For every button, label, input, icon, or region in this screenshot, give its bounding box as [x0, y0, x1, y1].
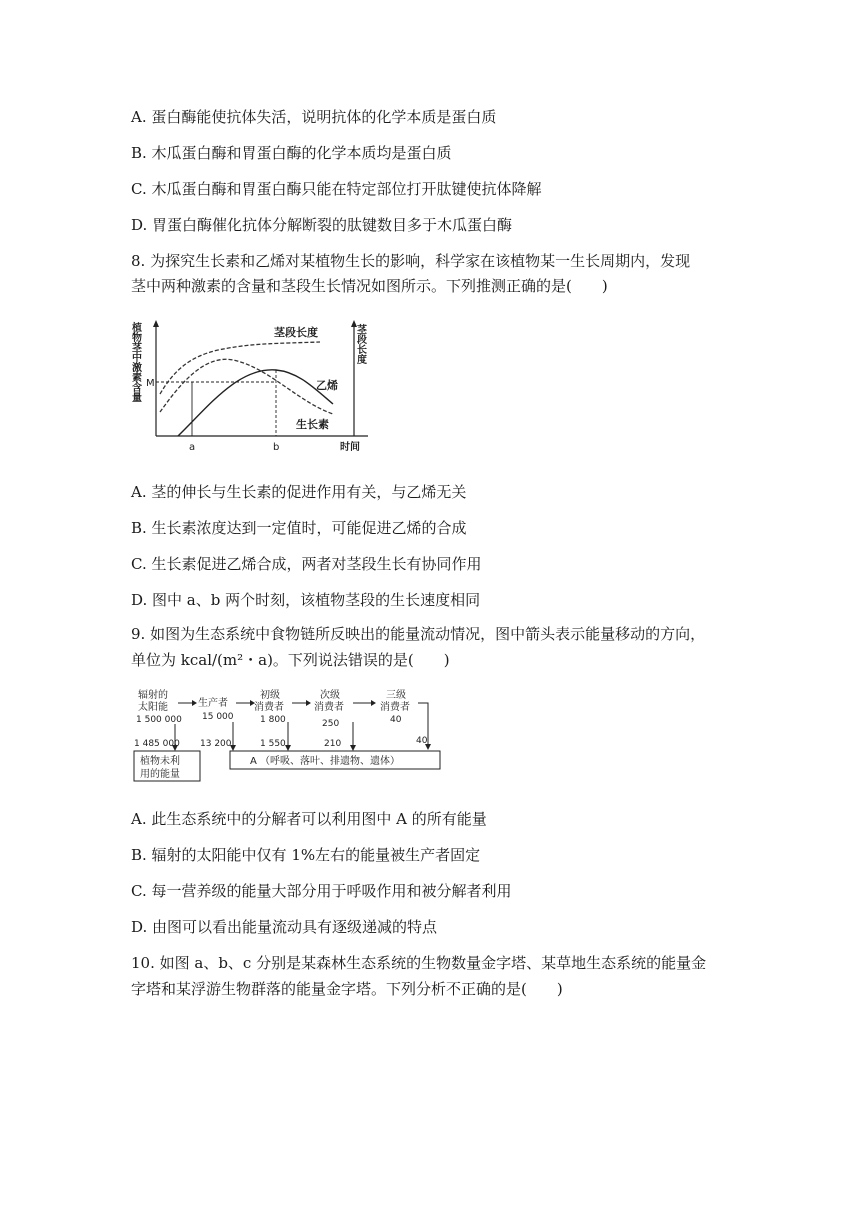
secondary-value: 250 [322, 719, 340, 729]
sun-value: 1 500 000 [136, 715, 182, 725]
q8-option-b: B. 生长素浓度达到一定值时，可能促进乙烯的合成 [131, 519, 467, 537]
q10-stem-line2: 字塔和某浮游生物群落的能量金字塔。下列分析不正确的是( ) [131, 980, 563, 998]
secondary-label-2: 消费者 [314, 702, 344, 713]
hormone-chart [128, 312, 378, 462]
curve-stem-length [160, 342, 320, 394]
loss-sun: 1 485 000 [134, 739, 180, 749]
sun-label-1: 辐射的 [138, 690, 168, 701]
curve-ethylene-label: 乙烯 [316, 379, 338, 392]
tertiary-label-1: 三级 [386, 690, 406, 701]
unused-label-2: 用的能量 [140, 769, 180, 780]
q8-option-d: D. 图中 a、b 两个时刻，该植物茎段的生长速度相同 [131, 591, 481, 609]
primary-value: 1 800 [260, 715, 286, 725]
q9-stem-line1: 9. 如图为生态系统中食物链所反映出的能量流动情况，图中箭头表示能量移动的方向， [131, 625, 706, 643]
curve-stem-label: 茎段长度 [274, 326, 318, 339]
q8-option-a: A. 茎的伸长与生长素的促进作用有关，与乙烯无关 [131, 483, 467, 501]
q9-stem-line2: 单位为 kcal/(m²・a)。下列说法错误的是( ) [131, 651, 450, 669]
b-label: b [273, 442, 280, 453]
loss-primary: 1 550 [260, 739, 286, 749]
x-label: 时间 [340, 442, 360, 453]
loss-producer: 13 200 [200, 739, 232, 749]
loss-secondary: 210 [324, 739, 342, 749]
y-left-label: 植物茎中激素含量 [129, 322, 141, 402]
loss-tertiary: 40 [416, 736, 428, 746]
q8-stem-line1: 8. 为探究生长素和乙烯对某植物生长的影响，科学家在该植物某一生长周期内，发现 [131, 252, 691, 270]
q9-option-b: B. 辐射的太阳能中仅有 1%左右的能量被生产者固定 [131, 846, 481, 864]
curve-auxin-label: 生长素 [296, 418, 329, 431]
producer-label: 生产者 [198, 698, 228, 709]
y-right-label: 茎段长度 [354, 324, 366, 364]
y-left-arrow [153, 320, 159, 327]
primary-label-1: 初级 [260, 690, 280, 701]
q9-option-a: A. 此生态系统中的分解者可以利用图中 A 的所有能量 [131, 810, 487, 828]
q9-option-c: C. 每一营养级的能量大部分用于呼吸作用和被分解者利用 [131, 882, 512, 900]
tertiary-value: 40 [390, 715, 402, 725]
q10-stem-line1: 10. 如图 a、b、c 分别是某森林生态系统的生物数量金字塔、某草地生态系统的能量金 [131, 954, 707, 972]
unused-label-1: 植物未利 [140, 756, 180, 767]
a-box-label: A （呼吸、落叶、排遗物、遗体） [250, 756, 401, 767]
q8-option-c: C. 生长素促进乙烯合成，两者对茎段生长有协同作用 [131, 555, 482, 573]
a-label: a [189, 442, 196, 453]
q7-option-d: D. 胃蛋白酶催化抗体分解断裂的肽键数目多于木瓜蛋白酶 [131, 216, 513, 234]
q9-option-d: D. 由图可以看出能量流动具有逐级递减的特点 [131, 918, 438, 936]
secondary-label-1: 次级 [320, 690, 340, 701]
tertiary-label-2: 消费者 [380, 702, 410, 713]
curve-auxin [160, 359, 333, 414]
sun-label-2: 太阳能 [138, 702, 168, 713]
q7-option-a: A. 蛋白酶能使抗体失活，说明抗体的化学本质是蛋白质 [131, 108, 497, 126]
producer-value: 15 000 [202, 712, 234, 722]
q7-option-c: C. 木瓜蛋白酶和胃蛋白酶只能在特定部位打开肽键使抗体降解 [131, 180, 542, 198]
energy-flow-diagram [128, 688, 448, 786]
q8-stem-line2: 茎中两种激素的含量和茎段生长情况如图所示。下列推测正确的是( ) [131, 277, 608, 295]
primary-label-2: 消费者 [254, 702, 284, 713]
q7-option-b: B. 木瓜蛋白酶和胃蛋白酶的化学本质均是蛋白质 [131, 144, 452, 162]
m-label: M [146, 378, 155, 389]
